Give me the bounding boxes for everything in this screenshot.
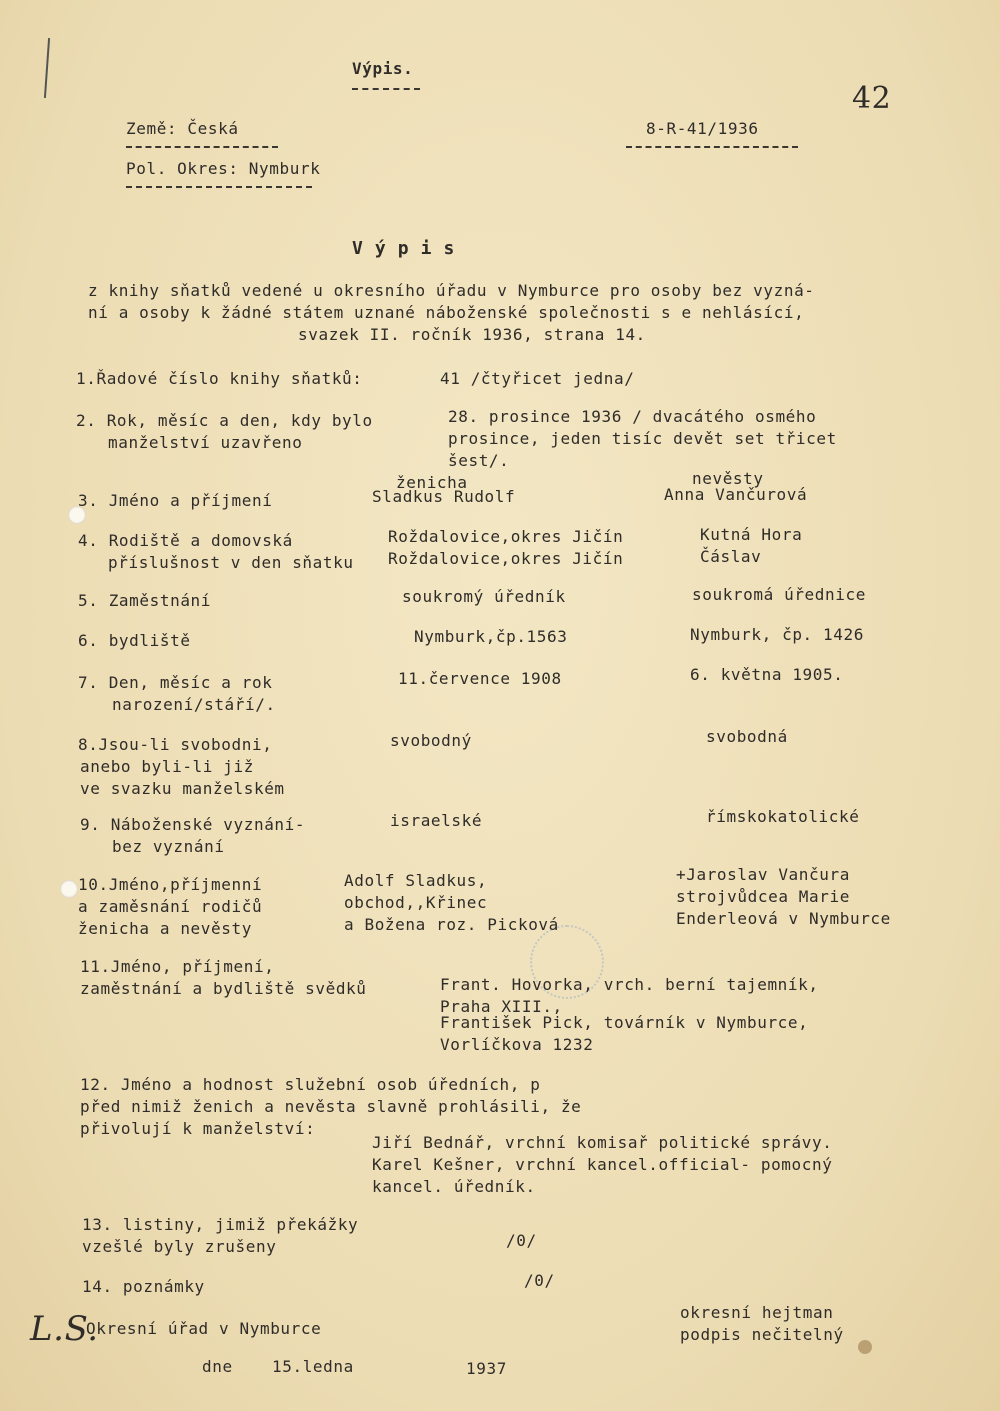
item-6-bride: Nymburk, čp. 1426	[690, 625, 864, 644]
item-13-value: /0/	[506, 1231, 537, 1250]
item-12-value: Karel Kešner, vrchní kancel.official- pomocný	[372, 1155, 833, 1174]
item-10-groom: a Božena roz. Picková	[344, 915, 559, 934]
item-2-label: manželství uzavřeno	[108, 433, 303, 452]
item-1-label: 1.Řadové číslo knihy sňatků:	[76, 369, 363, 388]
item-6-groom: Nymburk,čp.1563	[414, 627, 568, 646]
item-14-value: /0/	[524, 1271, 555, 1290]
top-title: Výpis.	[352, 59, 414, 78]
item-9-label: bez vyznání	[112, 837, 225, 856]
intro-line: z knihy sňatků vedené u okresního úřadu v Nymburce pro osoby bez vyzná-	[88, 281, 815, 300]
item-9-bride: římskokatolické	[706, 807, 860, 826]
date-prefix: dne	[202, 1357, 233, 1376]
item-4-groom: Roždalovice,okres Jičín	[388, 549, 624, 568]
intro-line: svazek II. ročník 1936, strana 14.	[298, 325, 646, 344]
ink-stain	[858, 1340, 872, 1354]
item-2-value: 28. prosince 1936 / dvacátého osmého	[448, 407, 817, 426]
item-5-groom: soukromý úředník	[402, 587, 566, 606]
item-8-label: anebo byli-li již	[80, 757, 254, 776]
item-12-label: před nimiž ženich a nevěsta slavně prohlásili, že	[80, 1097, 582, 1116]
item-13-label: vzešlé byly zrušeny	[82, 1237, 277, 1256]
item-4-bride: Kutná Hora	[700, 525, 803, 544]
item-12-value: Jiří Bednář, vrchní komisař politické správy.	[372, 1133, 833, 1152]
item-10-groom: obchod,,Křinec	[344, 893, 488, 912]
item-3-bride: Anna Vančurová	[664, 485, 808, 504]
item-9-label: 9. Náboženské vyznání-	[80, 815, 306, 834]
item-4-groom: Roždalovice,okres Jičín	[388, 527, 624, 546]
item-8-label: 8.Jsou-li svobodni,	[78, 735, 273, 754]
item-7-bride: 6. května 1905.	[690, 665, 844, 684]
column-bride: nevěsty	[692, 469, 764, 488]
item-4-bride: Čáslav	[700, 547, 762, 566]
signature-note: podpis nečitelný	[680, 1325, 844, 1344]
intro-line: ní a osoby k žádné státem uznané náboženské společnosti s e nehlásící,	[88, 303, 805, 322]
item-12-label: přivolují k manželství:	[80, 1119, 316, 1138]
item-5-label: 5. Zaměstnání	[78, 591, 212, 610]
year: 1937	[466, 1359, 507, 1378]
item-12-value: kancel. úředník.	[372, 1177, 536, 1196]
item-10-bride: strojvůdcea Marie	[676, 887, 850, 906]
date: 15.ledna	[272, 1357, 354, 1376]
zeme-line: Země: Česká	[126, 119, 239, 138]
item-10-groom: Adolf Sladkus,	[344, 871, 488, 890]
item-7-label: narození/stáří/.	[112, 695, 276, 714]
item-13-label: 13. listiny, jimiž překážky	[82, 1215, 359, 1234]
item-14-label: 14. poznámky	[82, 1277, 205, 1296]
item-4-label: 4. Rodiště a domovská	[78, 531, 293, 550]
item-2-label: 2. Rok, měsíc a den, kdy bylo	[76, 411, 373, 430]
seal-mark-ls: L.S.	[30, 1309, 99, 1349]
page-number: 42	[852, 81, 892, 116]
punch-hole	[60, 880, 78, 898]
item-7-label: 7. Den, měsíc a rok	[78, 673, 273, 692]
item-10-bride: +Jaroslav Vančura	[676, 865, 850, 884]
item-10-label: ženicha a nevěsty	[78, 919, 252, 938]
item-5-bride: soukromá úřednice	[692, 585, 866, 604]
item-3-label: 3. Jméno a příjmení	[78, 491, 273, 510]
item-10-label: a zaměsnání rodičů	[78, 897, 263, 916]
item-2-value: prosince, jeden tisíc devět set třicet	[448, 429, 837, 448]
okres-line: Pol. Okres: Nymburk	[126, 159, 321, 178]
item-10-label: 10.Jméno,příjmenní	[78, 875, 263, 894]
item-11-value: František Pick, továrník v Nymburce,	[440, 1013, 809, 1032]
underline	[352, 88, 420, 90]
item-11-label: 11.Jméno, příjmení,	[80, 957, 275, 976]
item-12-label: 12. Jméno a hodnost služební osob úředních, p	[80, 1075, 541, 1094]
item-8-label: ve svazku manželském	[80, 779, 285, 798]
signer-title: okresní hejtman	[680, 1303, 834, 1322]
item-10-bride: Enderleová v Nymburce	[676, 909, 891, 928]
item-1-value: 41 /čtyřicet jedna/	[440, 369, 635, 388]
reference-number: 8-R-41/1936	[646, 119, 759, 138]
item-9-groom: israelské	[390, 811, 483, 830]
column-groom: ženicha	[396, 473, 468, 492]
item-11-value: Frant. Hovorka, vrch. berní tajemník,	[440, 975, 819, 994]
item-11-value: Praha XIII.,	[440, 997, 563, 1016]
item-7-groom: 11.července 1908	[398, 669, 562, 688]
underline	[626, 146, 798, 148]
item-2-value: šest/.	[448, 451, 510, 470]
item-4-label: příslušnost v den sňatku	[108, 553, 354, 572]
underline	[126, 146, 278, 148]
heading: V ý p i s	[352, 238, 455, 259]
item-8-groom: svobodný	[390, 731, 472, 750]
item-11-label: zaměstnání a bydliště svědků	[80, 979, 367, 998]
item-3-groom: Sladkus Rudolf	[372, 487, 516, 506]
office-name: Okresní úřad v Nymburce	[86, 1319, 322, 1338]
item-11-value: Vorlíčkova 1232	[440, 1035, 594, 1054]
item-6-label: 6. bydliště	[78, 631, 191, 650]
underline	[126, 186, 312, 188]
item-8-bride: svobodná	[706, 727, 788, 746]
